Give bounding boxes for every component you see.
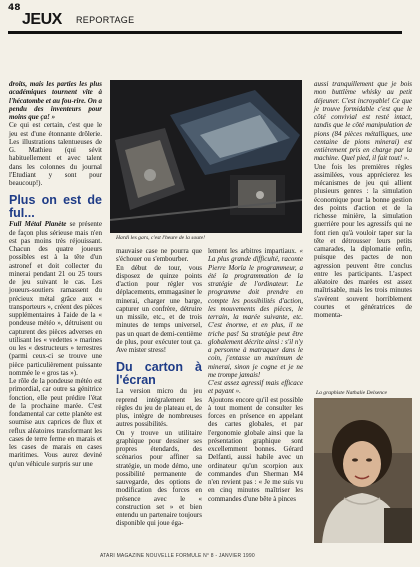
portrait-photo bbox=[314, 398, 412, 543]
column-3-paragraph: Ajoutons encore qu'il est possible à tout moment de consulter les forces en présence en appelant des cartes globales, et par l'ergonomie globale ainsi que la présentation graphique sont excellemment bonnes. Gérard Delfanti, aussi habile avec un ordinateur qu'un scorpion aux commandes d'un Sherman M4 n'en revient pas : « Je me suis vu en cinq minutes maîtriser les commandes d'une bête à pinces bbox=[208, 395, 303, 503]
column-1-intro: droits, mais les parties les plus académiques tournent vite à l'hécatombe et au fou-rire. On a pendu des inventeurs pour moins que ça! » bbox=[9, 80, 102, 121]
article-column-4 bbox=[314, 80, 412, 319]
subheading-plus-on-est: Plus on est de fuI... bbox=[9, 193, 102, 221]
section-brand: JEUX bbox=[22, 11, 62, 28]
article-column-1 bbox=[9, 80, 102, 468]
section-label: REPORTAGE bbox=[76, 15, 135, 25]
column-4-paragraph: Une fois les premières règles assimilées, vous apprécierez les mécanismes de jeu qui allient plusieurs genres : la simulation économique pour la bonne gestion des points d'action et de la richesse minière, la simulation guerrière pour les agressifs qui ne font rien qu'à vouloir taper sur la tête et détrousser leurs petits camarades, la diplomatie enfin, puisque des pactes de non agression peuvent être conclus entre les participants. L'aspect aléatoire des marées est assez maîtrisable, mais les trois minutes s'avèrent souvent horriblement courtes et génératrices de momenta- bbox=[314, 162, 412, 319]
page-number: 48 bbox=[8, 3, 21, 13]
column-2-paragraph: mauvaise case ne pourra que s'échouer ou s'embourber. bbox=[116, 247, 202, 264]
article-column-3 bbox=[208, 247, 303, 503]
subheading-du-carton: Du carton à l'écran bbox=[116, 360, 202, 388]
game-title: Full Métal Planète bbox=[9, 220, 67, 229]
column-2-paragraph: La version micro du jeu reprend intégralement les règles du jeu de plateau et, de plus, intègre de nombreuses autres possibilités. bbox=[116, 387, 202, 429]
column-3-paragraph: lement les arbitres impartiaux. « La plus grande difficulté, raconte Pierre Morla le programmeur, a été la programmation de la stratégie de l'ordinateur. Le programme doit prendre en compte les possibilités d'action, les mouvements des pièces, le terrain, la marée suivante, etc. C'est énorme, et en plus, il ne triche pas! Sa stratégie peut être globalement décrite ainsi : s'il n'y a personne à matraquer dans le coin, j'entasse un maximum de minerai, sinon je cogne et je ne me trompe jamais! bbox=[208, 247, 304, 379]
column-1-paragraph: Full Métal Planète se présente de façon plus sérieuse mais n'en est pas moins très réjouissant. Chacun des quatre joueurs possibles est à la tête d'un astronef et doit collecter du minerai pendant 21 ou 25 tours de jeu suivant le cas. Les joueurs-soutiers ramassent du précieux métal grâce aux « transporteurs », créent des pièces supplémentaires à l'aide de la « pondeuse météo », détruisent ou capturent des pièces adverses en utilisant les « vedettes » marines ou les « destructeurs » terrestres (parmi ceux-ci se trouve une pièce particulièrement puissante nommée le « gros tas »). bbox=[9, 220, 102, 377]
game-box-illustration bbox=[110, 80, 302, 233]
column-4-paragraph: aussi tranquillement que je bois mon buttlème whisky au petit déjeuner. C'est incroyable! Ce que je trouve formidable c'est que le côté convivial est resté intact, tandis que le côté manipulation de pions (84 pièces métalliques, une centaine de pions minerai) est entièrement pris en charge par la machine. Quel pied, il fait tout! ». bbox=[314, 80, 412, 163]
photo-2-caption: La graphiste Nathalie Delsence bbox=[316, 390, 388, 396]
column-1-paragraph: Le rôle de la pondeuse météo est primordial, car outre sa génitrice fonction, elle peut prédire l'état de la prochaine marée. C'est fondamental car cette planète est soumise aux caprices de flux et reflux aléatoires transformant les cases de terre ferme en marais et les cases de marais en cases maritimes. Vous aurez deviné qu'un véhicule surpris sur une bbox=[9, 377, 102, 468]
article-column-2 bbox=[116, 247, 202, 528]
page-footer: ATARI MAGAZINE NOUVELLE FORMULE N° 8 - JANVIER 1990 bbox=[100, 553, 255, 559]
column-2-paragraph: En début de tour, vous disposez de quinze points d'action pour régler vos déplacements, emmagasiner le minerai, charger une barge, capturer un confrère, détruire un missile, etc., et de trois minutes de temps universel, pas un quart de demi-centième de plus, pour exécuter tout ça. Ave mister stress! bbox=[116, 263, 202, 354]
page-header bbox=[6, 4, 414, 30]
column-3-paragraph: C'est assez agressif mais efficace et payant ». bbox=[208, 379, 303, 396]
portrait-illustration bbox=[314, 398, 412, 543]
column-1-paragraph: Ce qui est certain, c'est que le jeu est d'une étonnante drôlerie. Les illustrations talentueuses de G. Mathieu (qui sévit habituellement et avec talent dans les colonnes du journal l'Etudiant y sont pour beaucoup!). bbox=[9, 121, 102, 187]
header-rule bbox=[8, 31, 402, 34]
column-2-paragraph: On y trouve un utilitaire graphique pour dessiner ses propres étendards, des scénarios pour affiner sa stratégie, un mode démo, une possibilité permanente de sauvegarde, des options de modification des forces en présence avec le « construction set » et bien entendu un partenaire toujours disponible qui joue éga- bbox=[116, 428, 202, 528]
game-box-photo bbox=[110, 80, 302, 233]
photo-1-caption: Hardi les gars, c'est l'heure de la soute! bbox=[116, 235, 205, 241]
